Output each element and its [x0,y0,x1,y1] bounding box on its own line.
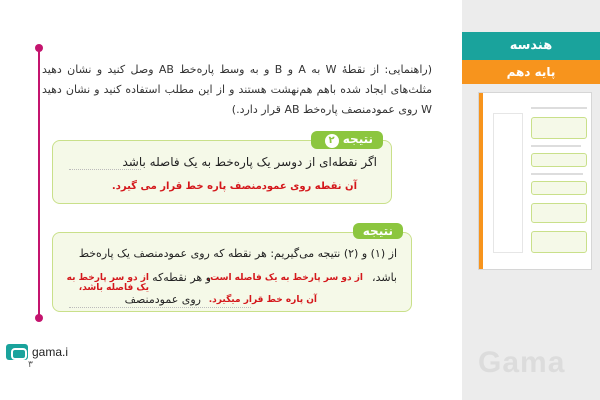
gama-watermark: Gama [478,346,566,379]
result-2-answer-c: آن پاره خط قرار میگیرد. [208,295,317,305]
panel-title: هندسه [462,32,600,60]
result-tag-1 [311,131,383,149]
margin-line [38,48,40,318]
thumbnail-box [531,181,587,195]
result-2-line3-start: روی عمودمنصف [124,293,201,306]
thumbnail-box [531,153,587,167]
thumbnail-grid [493,113,523,253]
result-1-answer: آن نقطه روی عمودمنصف پاره خط قرار می گیرد. [111,181,357,192]
result-box-1 [52,132,392,204]
thumbnail-box [531,117,587,139]
thumbnail-box [531,231,587,253]
result-2-answer-b: از دو سر پارخط به یک فاصله باشد، [66,273,149,293]
hint-text: (راهنمایی: از نقطهٔ W به A و B و به وسط پاره‌خط AB وصل کنید و نشان دهید مثلث‌های ایجاد شده باهم هم‌نهشت هستند و از این مطلب استفاده کنید و نشان دهید W روی عمودمنصف پاره‌خط AB قرار دارد.) [42,63,432,116]
result-2-intro: از (۱) و (۲) نتیجه می‌گیریم: هر نقطه که روی عمودمنصف یک پاره‌خط [78,247,397,260]
thumbnail-text-line [531,107,587,109]
gama-logo [6,344,68,360]
result-2-line2-mid: و هر نقطه‌که [152,271,211,284]
thumbnail-stripe [479,93,483,269]
result-number: ۲ [325,134,339,148]
result-2-line2-start: باشد، [372,271,397,284]
result-box-2 [52,224,412,312]
side-panel [462,0,600,400]
thumbnail-text-line [531,145,581,147]
page-thumbnail[interactable] [478,92,592,270]
thumbnail-text-line [531,173,583,175]
result-tag-label: نتیجه [362,224,393,238]
dotted-line [69,169,141,170]
gama-logo-icon [6,344,28,360]
logo-text: gama.i [32,345,69,359]
result-tag-2 [353,223,403,239]
result-1-statement: اگر نقطه‌ای از دوسر یک پاره‌خط به یک فاصله باشد [122,155,377,169]
page-number: ۳ [28,360,33,370]
result-tag-label: نتیجه [342,132,373,146]
thumbnail-box [531,203,587,223]
panel-subtitle: پایه دهم [462,60,600,84]
result-2-answer-a: از دو سر پارخط به یک فاصله است. [206,273,363,283]
dotted-line [69,307,251,308]
